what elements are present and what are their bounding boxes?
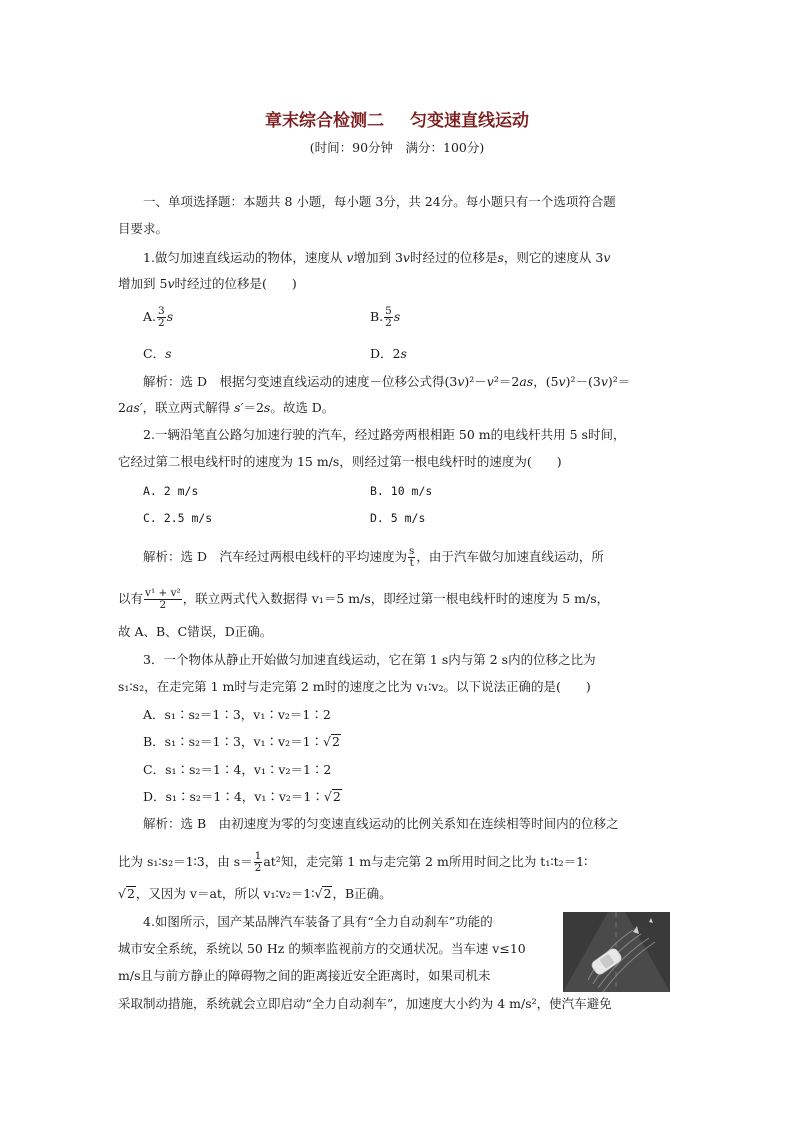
q1-analysis-line2: 2as′，联立两式解得 s′＝2s。故选 D。 <box>118 400 335 415</box>
q2-analysis-line3: 故 A、B、C错误，D正确。 <box>118 624 273 639</box>
q4-line4: 采取制动措施，系统就会立即启动“全力自动刹车”，加速度大小约为 4 m/s²，使汽车避免 <box>118 996 612 1011</box>
q1-analysis-line1: 解析：选 D 根据匀变速直线运动的速度－位移公式得(3v)²－v²＝2as，(5v)²－(3v)²＝ <box>143 374 631 389</box>
section-intro-line2: 目要求。 <box>118 221 169 236</box>
q1-option-b: B. $\frac{5}{2}$ s <box>370 305 401 329</box>
exam-info: (时间：90分钟 满分：100分) <box>309 140 485 155</box>
q3-option-a: A．s₁∶s₂＝1∶3，v₁∶v₂＝1∶2 <box>143 707 331 722</box>
q4-line2: 城市安全系统，系统以 50 Hz 的频率监视前方的交通状况。当车速 v≤10 <box>118 941 526 956</box>
q1-stem-line2: 增加到 5v时经过的位移是( ) <box>118 276 297 291</box>
q2-analysis-line1: 解析：选 D 汽车经过两根电线杆的平均速度为 $\frac{s}{t}$ ，由于汽车做匀加速直线运动，所 <box>143 545 604 569</box>
q2-analysis-line2: 以有 $\frac{\text{v¹ + v²}}{2}$ ，联立两式代入数据得 v₁＝5 m/s，即经过第一根电线杆时的速度为 5 m/s， <box>118 587 610 611</box>
q2-option-a: A. 2 m/s <box>143 484 199 498</box>
q3-option-c: C．s₁∶s₂＝1∶4，v₁∶v₂＝1∶2 <box>143 762 332 777</box>
car-illustration <box>563 912 670 992</box>
q3-option-d: D．s₁∶s₂＝1∶4，v₁∶v₂＝1∶√2 <box>143 789 341 804</box>
q1-option-a: A. $\frac{3}{2}$ s <box>143 305 174 329</box>
q3-analysis-line3: √2，又因为 v＝at，所以 v₁∶v₂＝1∶√2，B正确。 <box>118 886 392 901</box>
q2-option-b: B. 10 m/s <box>370 484 433 498</box>
q3-analysis-line1: 解析：选 B 由初速度为零的匀变速直线运动的比例关系知在连续相等时间内的位移之 <box>143 816 619 831</box>
q2-stem-line1: 2.一辆沿笔直公路匀加速行驶的汽车，经过路旁两根相距 50 m的电线杆共用 5 s时间， <box>143 427 626 442</box>
q3-option-b: B．s₁∶s₂＝1∶3，v₁∶v₂＝1∶√2 <box>143 734 340 749</box>
q3-stem-line2: s₁∶s₂，在走完第 1 m时与走完第 2 m时的速度之比为 v₁∶v₂。以下说法正确的是( ) <box>118 679 591 694</box>
section-intro-line1: 一、单项选择题：本题共 8 小题，每小题 3分，共 24分。每小题只有一个选项符合题 <box>143 194 616 209</box>
page-title <box>0 106 794 131</box>
q2-option-c: C. 2.5 m/s <box>143 511 213 525</box>
q4-line3: m/s且与前方静止的障碍物之间的距离接近安全距离时，如果司机未 <box>118 968 491 983</box>
q3-analysis-line2: 比为 s₁∶s₂＝1∶3，由 s＝ $\frac{1}{2}$ at²知，走完第 1 m与走完第 2 m所用时间之比为 t₁∶t₂＝1∶ <box>118 850 588 874</box>
q2-stem-line2: 它经过第二根电线杆时的速度为 15 m/s，则经过第一根电线杆时的速度为( ) <box>118 454 562 469</box>
car-auto-brake-image <box>563 912 670 992</box>
q3-stem-line1: 3．一个物体从静止开始做匀加速直线运动，它在第 1 s内与第 2 s内的位移之比为 <box>143 652 596 667</box>
q2-option-d: D. 5 m/s <box>370 511 426 525</box>
title-sub: 匀变速直线运动 <box>410 111 529 131</box>
q1-option-d: D．2s <box>370 346 407 361</box>
title-main: 章末综合检测二 <box>265 111 384 131</box>
q1-stem-line1: 1.做匀加速直线运动的物体，速度从 v增加到 3v时经过的位移是s，则它的速度从 3v <box>143 250 611 265</box>
q4-line1: 4.如图所示，国产某品牌汽车装备了具有“全力自动刹车”功能的 <box>143 914 493 929</box>
q1-option-c: C．s <box>143 346 172 361</box>
